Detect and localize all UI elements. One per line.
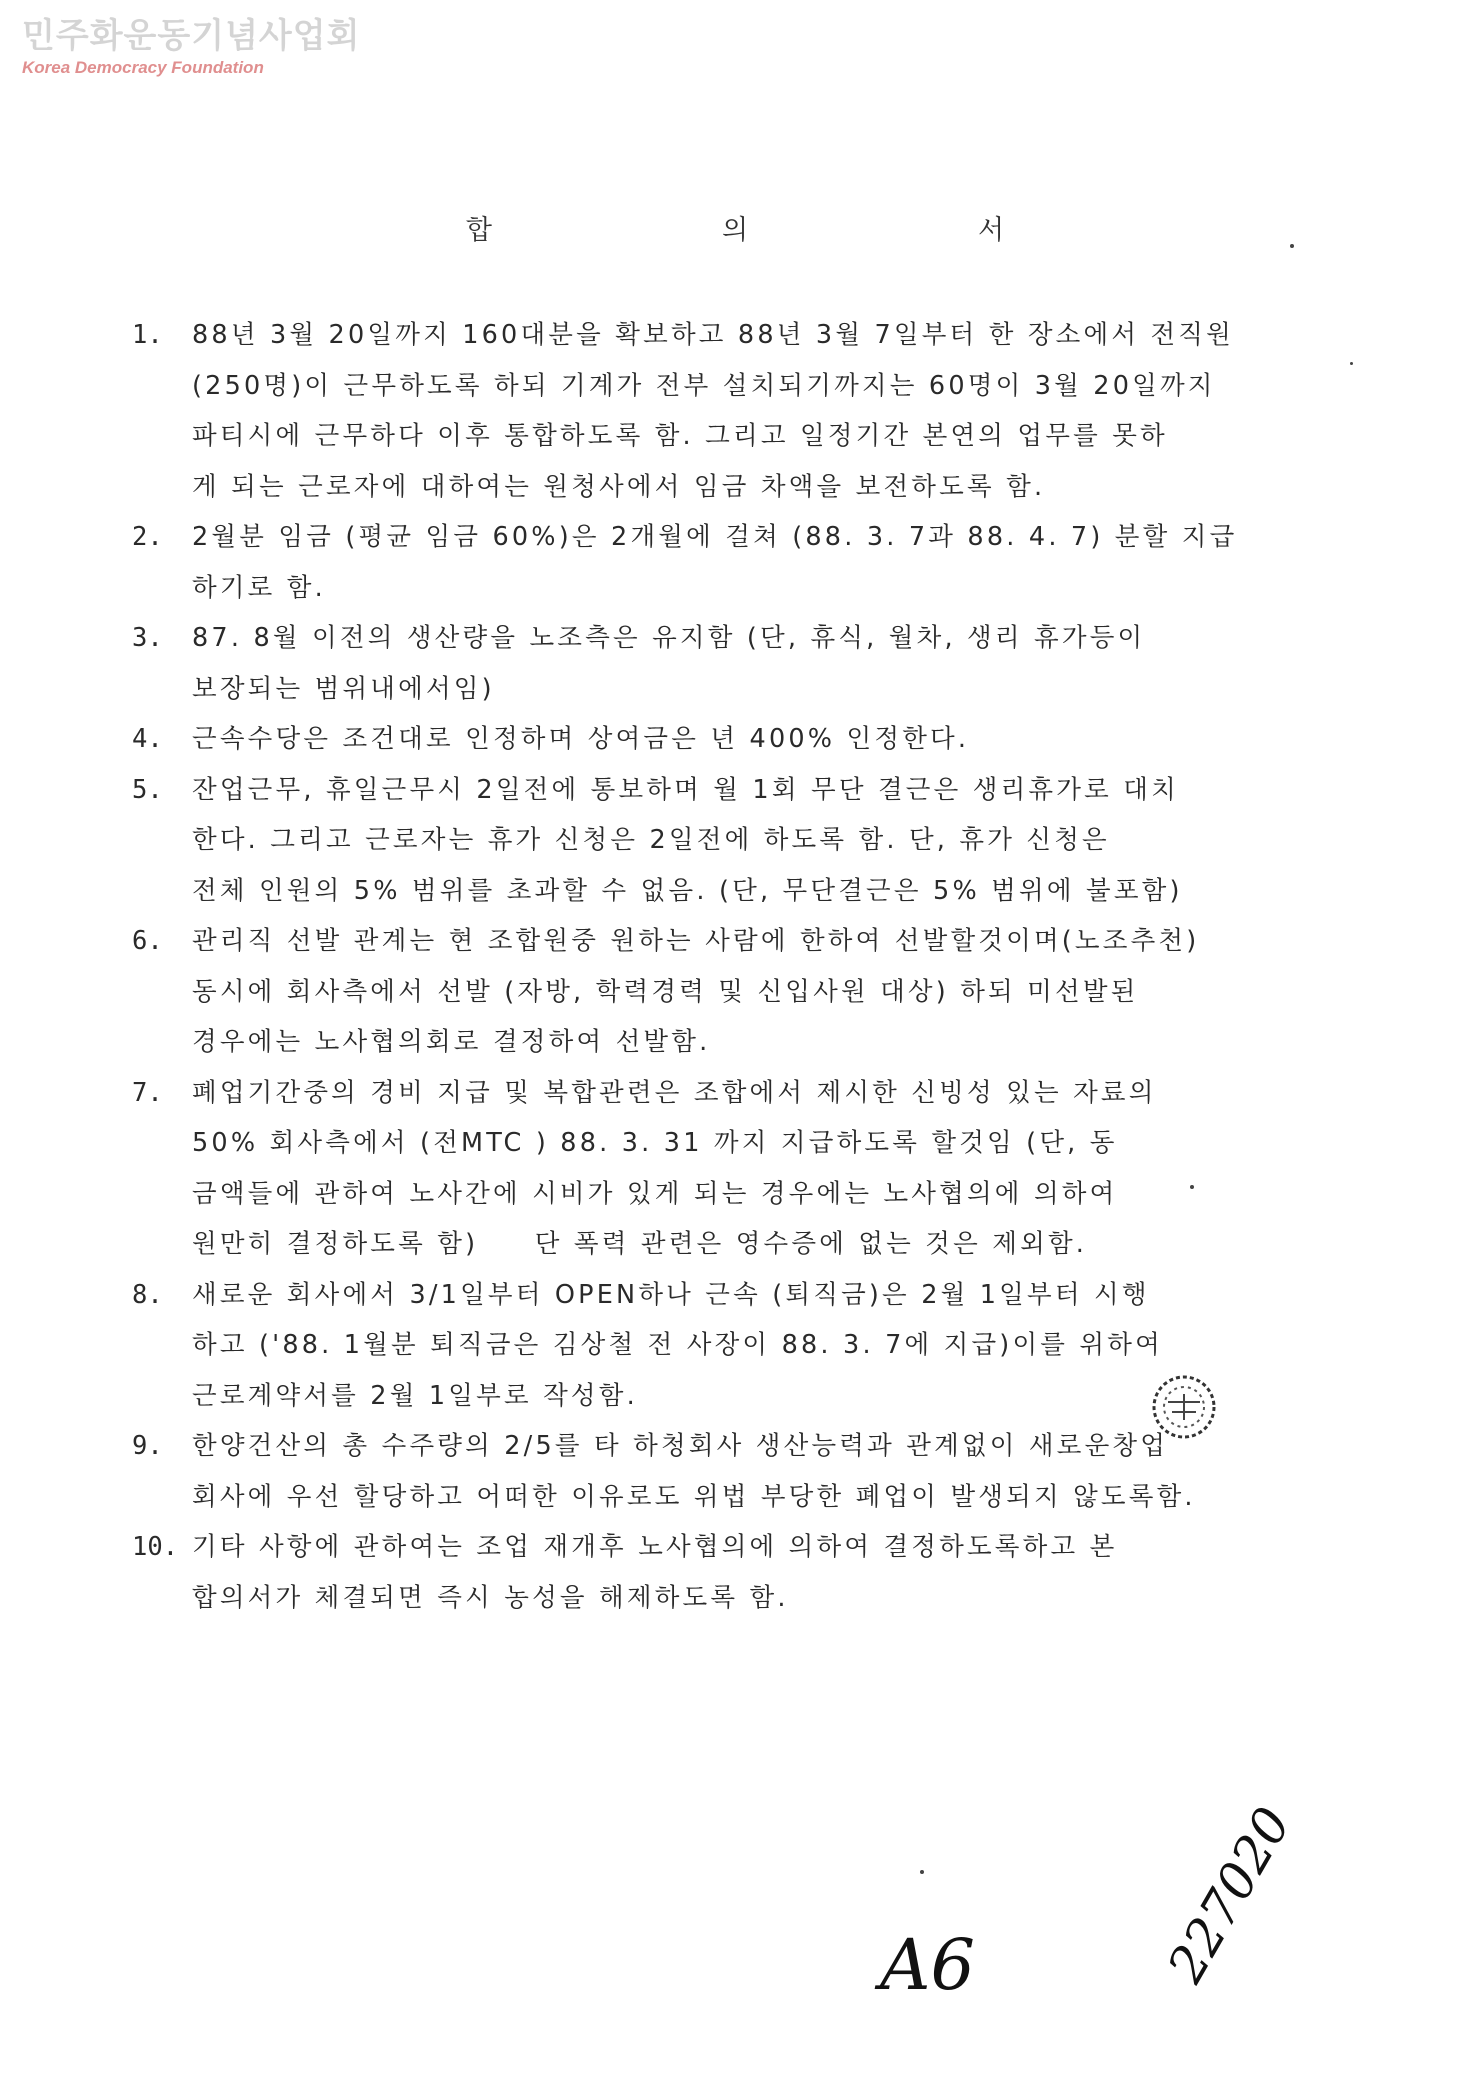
scan-speck — [920, 1870, 924, 1874]
scan-speck — [1190, 1185, 1194, 1189]
item-text: 2월분 임금 (평균 임금 60%)은 2개월에 걸쳐 (88. 3. 7과 88. 4. 7) 분할 지급 하기로 함. — [192, 522, 1238, 603]
item-number: 1. — [132, 320, 163, 350]
item-text: 기타 사항에 관하여는 조업 재개후 노사협의에 의하여 결정하도록하고 본 합의서가 체결되면 즉시 농성을 해제하도록 함. — [192, 1532, 1118, 1613]
watermark-english: Korea Democracy Foundation — [22, 58, 264, 77]
agreement-item-4 — [132, 714, 1352, 765]
item-number: 2. — [132, 522, 163, 552]
item-text: 87. 8월 이전의 생산량을 노조측은 유지함 (단, 휴식, 월차, 생리 휴가등이 보장되는 범위내에서임) — [192, 623, 1146, 704]
title-char-2: 의 — [721, 215, 749, 246]
item-number: 5. — [132, 774, 163, 805]
agreement-item-5 — [132, 765, 1352, 917]
agreement-item-3 — [132, 613, 1352, 714]
item-text: 한양건산의 총 수주량의 2/5를 타 하청회사 생산능력과 관계없이 새로운창업 회사에 우선 할당하고 어떠한 이유로도 위법 부당한 폐업이 발생되지 않도록함. — [192, 1431, 1196, 1512]
agreement-item-6 — [132, 916, 1352, 1068]
scan-speck — [1290, 244, 1294, 248]
item-number: 9. — [132, 1431, 163, 1461]
agreement-item-10 — [132, 1522, 1352, 1623]
item-number: 7. — [132, 1077, 163, 1108]
watermark-korean: 민주화운동기념사업회 — [22, 16, 361, 56]
scan-speck — [1350, 362, 1353, 365]
handwritten-code: A6 — [880, 1924, 976, 2006]
item-number: 10. — [132, 1532, 179, 1562]
item-text: 88년 3월 20일까지 160대분을 확보하고 88년 3월 7일부터 한 장소에서 전직원 (250명)이 근무하도록 하되 기계가 전부 설치되기까지는 60명이 3월 20일까지 파티시에 근무하다 이후 통합하도록 함. 그리고 일정기간 본연의 업무를 못하 게 되는 근로자에 대하여는 원청사에서 임금 차액을 보전하도록 함. — [192, 320, 1234, 502]
item-number: 4. — [132, 724, 163, 754]
item-text: 새로운 회사에서 3/1일부터 OPEN하나 근속 (퇴직금)은 2월 1일부터 시행 하고 ('88. 1월분 퇴직금은 김상철 전 사장이 88. 3. 7에 지급)이를 위하여 근로계약서를 2월 1일부로 작성함. — [192, 1279, 1163, 1411]
item-number: 6. — [132, 926, 163, 956]
agreement-item-7 — [132, 1068, 1352, 1270]
item-number: 3. — [132, 623, 163, 653]
agreement-item-2 — [132, 512, 1352, 613]
handwritten-number: 227020 — [1156, 1797, 1303, 1992]
item-text: 관리직 선발 관계는 현 조합원중 원하는 사람에 한하여 선발할것이며(노조추천) 동시에 회사측에서 선발 (자방, 학력경력 및 신입사원 대상) 하되 미선발된 경우에는 노사협의회로 결정하여 선발함. — [192, 926, 1200, 1057]
item-text: 폐업기간중의 경비 지급 및 복합관련은 조합에서 제시한 신빙성 있는 자료의 50% 회사측에서 (전MTC ) 88. 3. 31 까지 지급하도록 할것임 (단, 동 금액들에 관하여 노사간에 시비가 있게 되는 경우에는 노사협의에 의하여 원만히 결정하도록 함) 단 폭력 관련은 영수증에 없는 것은 제외함. — [192, 1077, 1157, 1259]
agreement-item-1 — [132, 310, 1352, 512]
seal-stamp — [1138, 1372, 1230, 1442]
title-char-1: 합 — [465, 215, 492, 246]
item-text: 잔업근무, 휴일근무시 2일전에 통보하며 월 1회 무단 결근은 생리휴가로 대치 한다. 그리고 근로자는 휴가 신청은 2일전에 하도록 함. 단, 휴가 신청은 전체 인원의 5% 범위를 초과할 수 없음. (단, 무단결근은 5% 범위에 불포함) — [192, 774, 1183, 906]
watermark — [22, 16, 360, 78]
item-number: 8. — [132, 1279, 163, 1310]
title-char-3: 서 — [978, 215, 1005, 246]
item-text: 근속수당은 조건대로 인정하며 상여금은 년 400% 인정한다. — [192, 724, 970, 754]
document-title — [0, 208, 1470, 247]
